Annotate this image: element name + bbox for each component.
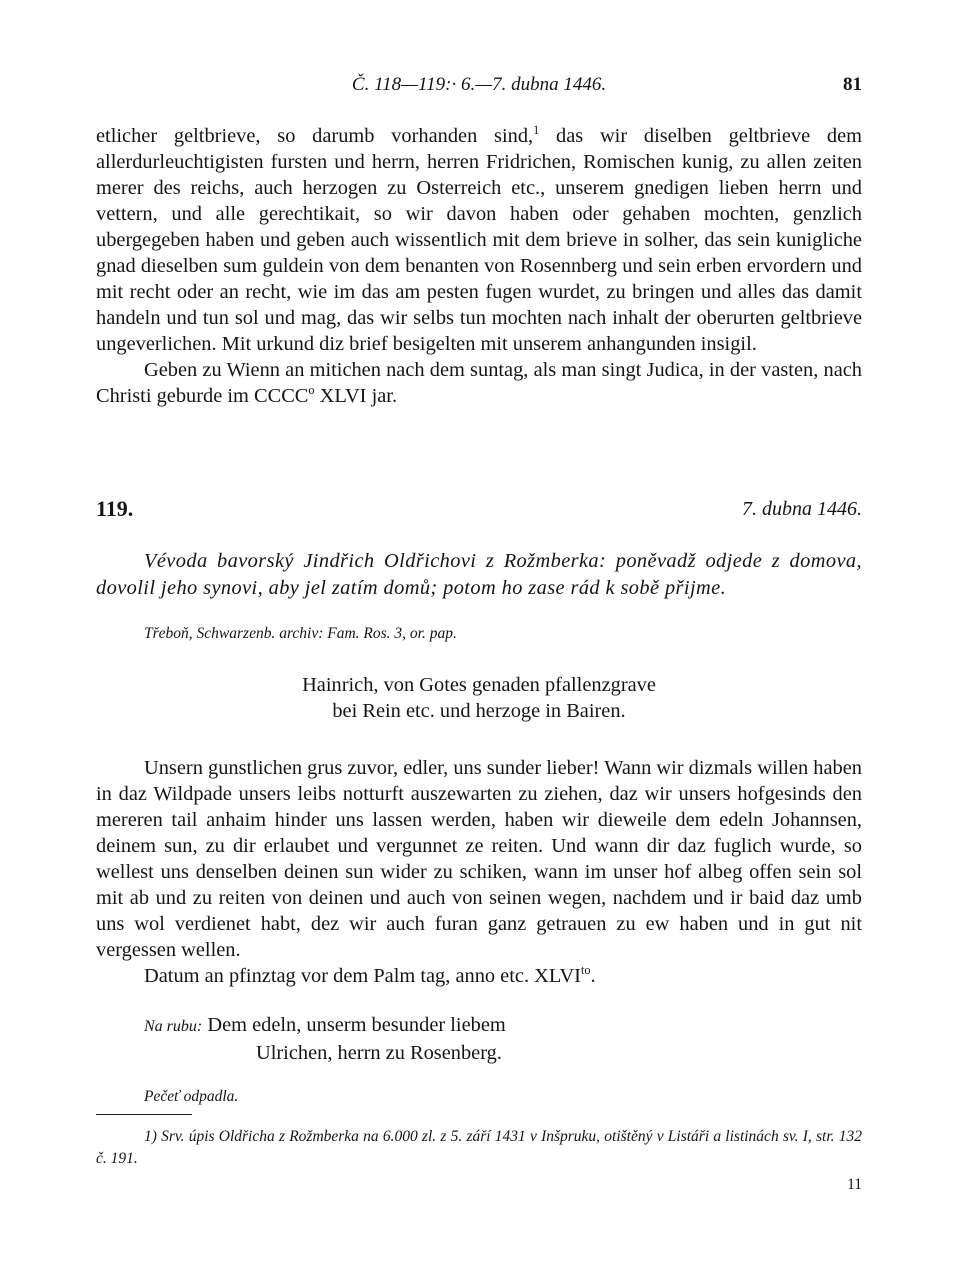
document-date: 7. dubna 1446. (742, 498, 862, 520)
document-119-text (96, 755, 862, 989)
doc118-paragraph-2 (96, 357, 862, 409)
footnote-rule (96, 1114, 192, 1115)
doc119-datum (96, 963, 862, 989)
doc119-body: Unsern gunstlichen grus zuvor, edler, uns sunder lieber! Wann wir dizmals willen haben in daz Wildpade unsers leibs notturft auszewarten zu ziehen, daz wir unsers hofgesinds den mereren tail anhaim hinder uns lassen werden, haben wir dieweile dem edeln Johannsen, deinem sun, zu dir erlaubet und vergunnet ze reiten. Und wann dir daz fuglich wurde, so wellest uns denselben deinen sun wider zu schiken, wann im unser hof albeg offen sein sol mit ab und zu reiten von deinen und auch von seinen wegen, nachdem und ir baid daz umb uns wol verdienet habt, dez wir auch furan ganz getrauen zu ew haben und in gut nit vergessen wellen. (96, 757, 862, 961)
doc118-p2-sup: o (308, 383, 315, 398)
address-label: Na rubu: (144, 1018, 203, 1035)
datum-main: Datum an pfinztag vor dem Palm tag, anno etc. XLVI (144, 965, 581, 987)
footnote: 1) Srv. úpis Oldřicha z Rožmberka na 6.000 zl. z 5. září 1431 v Inšpruku, otištěný v Listáři a listinách sv. I, str. 132 č. 191. (96, 1128, 862, 1167)
doc118-paragraph-1 (96, 123, 862, 357)
signature-mark: 11 (847, 1176, 862, 1193)
address-line-2: Ulrichen, herrn zu Rosenberg. (256, 1042, 502, 1064)
regest: Vévoda bavorský Jindřich Oldřichovi z Rožmberka: poněvadž odjede z domova, dovolil jeho synovi, aby jel zatím domů; potom ho zase rád k sobě přijme. (96, 550, 862, 599)
doc118-p1-main: etlicher geltbrieve, so darumb vorhanden sind, (96, 125, 534, 147)
document-number: 119. (96, 496, 134, 521)
doc118-p2-end: XLVI jar. (314, 385, 398, 407)
intitulatio-line-1: Hainrich, von Gotes genaden pfallenzgrave (302, 674, 656, 696)
doc118-p1-rest: das wir diselben geltbrieve dem allerdurleuchtigisten fursten und herrn, herren Fridrichen, Romischen kunig, zu allen zeiten merer des reichs, auch herzogen zu Osterreich etc., unserem gnedigen lieben herrn und vettern, und alle gerechtikait, so wir davon haben oder gehaben mochten, genzlich ubergegeben haben und geben auch wissentlich mit dem brieve in solher, das sein kunigliche gnad dieselben sum guldein von dem benanten von Rosennberg und sein erben ervordern und mit recht oder an recht, wie im das am pesten fugen wurdet, zu bringen und alles das damit handeln und tun sol und mag, das wir selbs tun mochten nach inhalt der oberurten geltbrieve ungeverlichen. (96, 125, 862, 355)
doc118-p1-end: Mit urkund diz brief besigelten mit unserem anhangunden insigil. (221, 333, 757, 355)
address (144, 1012, 506, 1067)
running-title: Č. 118—119:· 6.—7. dubna 1446. (351, 74, 607, 95)
archival-source: Třeboň, Schwarzenb. archiv: Fam. Ros. 3, or. pap. (144, 625, 457, 642)
doc118-p2-main: Geben zu Wienn an mitichen nach dem suntag, als man singt Judica, in der vasten, nach Christi geburde im CCCC (96, 359, 862, 407)
intitulatio-line-2: bei Rein etc. und herzoge in Bairen. (332, 700, 626, 722)
datum-sup: to (580, 963, 591, 978)
document-118-text (96, 123, 862, 409)
footnote-ref: 1 (533, 123, 540, 138)
running-head (96, 74, 862, 104)
datum-end: . (590, 965, 596, 987)
page-number: 81 (843, 74, 862, 95)
seal-note: Pečeť odpadla. (144, 1088, 239, 1105)
address-text-1: Dem edeln, unserm besunder liebem (207, 1014, 506, 1036)
document-119-header (96, 496, 862, 526)
intitulatio (96, 672, 862, 724)
address-line-1 (144, 1012, 506, 1040)
